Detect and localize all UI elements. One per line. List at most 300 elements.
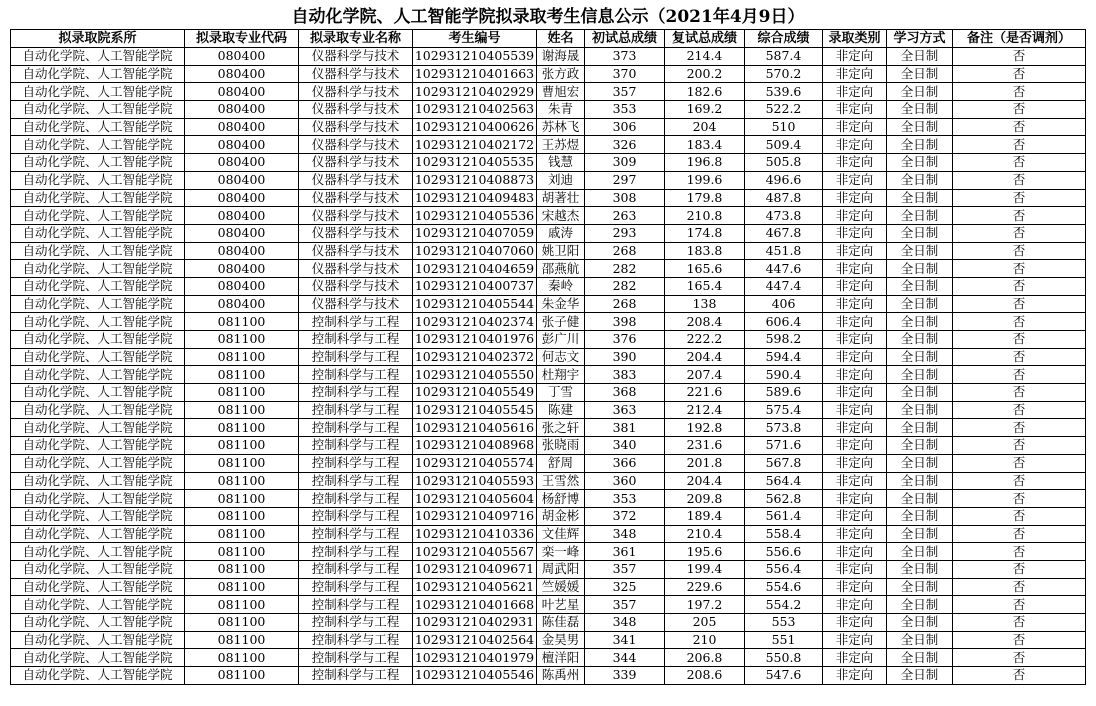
- major-code-cell: 081100: [185, 525, 299, 543]
- department-cell: 自动化学院、人工智能学院: [11, 384, 185, 402]
- study-mode-cell: 全日制: [887, 224, 953, 242]
- header-total-score: 综合成绩: [745, 30, 823, 48]
- retest-score-cell: 179.8: [665, 189, 745, 207]
- candidate-id-cell: 102931210405621: [413, 578, 537, 596]
- remark-cell: 否: [953, 224, 1086, 242]
- remark-cell: 否: [953, 507, 1086, 525]
- table-row: [11, 277, 1086, 295]
- remark-cell: 否: [953, 384, 1086, 402]
- candidate-id-cell: 102931210405544: [413, 295, 537, 313]
- name-cell: 刘迪: [537, 171, 585, 189]
- table-row: [11, 366, 1086, 384]
- major-name-cell: 控制科学与工程: [299, 560, 413, 578]
- retest-score-cell: 195.6: [665, 543, 745, 561]
- retest-score-cell: 210.8: [665, 207, 745, 225]
- initial-score-cell: 376: [585, 331, 665, 349]
- study-mode-cell: 全日制: [887, 189, 953, 207]
- major-name-cell: 仪器科学与技术: [299, 136, 413, 154]
- retest-score-cell: 196.8: [665, 154, 745, 172]
- initial-score-cell: 340: [585, 437, 665, 455]
- table-row: [11, 472, 1086, 490]
- name-cell: 叶艺星: [537, 596, 585, 614]
- major-code-cell: 081100: [185, 384, 299, 402]
- total-score-cell: 550.8: [745, 649, 823, 667]
- study-mode-cell: 全日制: [887, 472, 953, 490]
- name-cell: 文佳辉: [537, 525, 585, 543]
- admission-type-cell: 非定向: [823, 207, 887, 225]
- admission-type-cell: 非定向: [823, 437, 887, 455]
- initial-score-cell: 353: [585, 490, 665, 508]
- total-score-cell: 589.6: [745, 384, 823, 402]
- retest-score-cell: 229.6: [665, 578, 745, 596]
- table-row: [11, 490, 1086, 508]
- name-cell: 陈佳磊: [537, 614, 585, 632]
- table-row: [11, 631, 1086, 649]
- total-score-cell: 551: [745, 631, 823, 649]
- table-row: [11, 260, 1086, 278]
- major-name-cell: 控制科学与工程: [299, 313, 413, 331]
- table-body: [11, 48, 1086, 685]
- major-name-cell: 控制科学与工程: [299, 366, 413, 384]
- total-score-cell: 562.8: [745, 490, 823, 508]
- name-cell: 王雪然: [537, 472, 585, 490]
- name-cell: 栾一峰: [537, 543, 585, 561]
- admission-table: [10, 29, 1086, 685]
- total-score-cell: 564.4: [745, 472, 823, 490]
- total-score-cell: 606.4: [745, 313, 823, 331]
- department-cell: 自动化学院、人工智能学院: [11, 560, 185, 578]
- table-row: [11, 48, 1086, 66]
- major-name-cell: 控制科学与工程: [299, 472, 413, 490]
- candidate-id-cell: 102931210402929: [413, 83, 537, 101]
- table-row: [11, 596, 1086, 614]
- name-cell: 张子健: [537, 313, 585, 331]
- study-mode-cell: 全日制: [887, 242, 953, 260]
- department-cell: 自动化学院、人工智能学院: [11, 83, 185, 101]
- admission-type-cell: 非定向: [823, 224, 887, 242]
- initial-score-cell: 361: [585, 543, 665, 561]
- department-cell: 自动化学院、人工智能学院: [11, 313, 185, 331]
- total-score-cell: 509.4: [745, 136, 823, 154]
- department-cell: 自动化学院、人工智能学院: [11, 189, 185, 207]
- name-cell: 金昊男: [537, 631, 585, 649]
- table-row: [11, 189, 1086, 207]
- admission-type-cell: 非定向: [823, 614, 887, 632]
- major-name-cell: 控制科学与工程: [299, 649, 413, 667]
- table-row: [11, 667, 1086, 685]
- study-mode-cell: 全日制: [887, 48, 953, 66]
- total-score-cell: 447.4: [745, 277, 823, 295]
- total-score-cell: 451.8: [745, 242, 823, 260]
- total-score-cell: 406: [745, 295, 823, 313]
- department-cell: 自动化学院、人工智能学院: [11, 507, 185, 525]
- admission-type-cell: 非定向: [823, 366, 887, 384]
- initial-score-cell: 268: [585, 295, 665, 313]
- department-cell: 自动化学院、人工智能学院: [11, 348, 185, 366]
- candidate-id-cell: 102931210402563: [413, 101, 537, 119]
- candidate-id-cell: 102931210410336: [413, 525, 537, 543]
- remark-cell: 否: [953, 295, 1086, 313]
- major-code-cell: 081100: [185, 631, 299, 649]
- retest-score-cell: 201.8: [665, 454, 745, 472]
- major-name-cell: 仪器科学与技术: [299, 189, 413, 207]
- candidate-id-cell: 102931210401663: [413, 65, 537, 83]
- admission-type-cell: 非定向: [823, 384, 887, 402]
- initial-score-cell: 263: [585, 207, 665, 225]
- major-name-cell: 控制科学与工程: [299, 543, 413, 561]
- candidate-id-cell: 102931210405616: [413, 419, 537, 437]
- name-cell: 何志文: [537, 348, 585, 366]
- study-mode-cell: 全日制: [887, 631, 953, 649]
- total-score-cell: 522.2: [745, 101, 823, 119]
- major-name-cell: 控制科学与工程: [299, 667, 413, 685]
- header-retest-score: 复试总成绩: [665, 30, 745, 48]
- candidate-id-cell: 102931210405604: [413, 490, 537, 508]
- major-code-cell: 081100: [185, 401, 299, 419]
- major-code-cell: 081100: [185, 366, 299, 384]
- candidate-id-cell: 102931210405574: [413, 454, 537, 472]
- initial-score-cell: 373: [585, 48, 665, 66]
- candidate-id-cell: 102931210405593: [413, 472, 537, 490]
- name-cell: 曹旭宏: [537, 83, 585, 101]
- total-score-cell: 575.4: [745, 401, 823, 419]
- major-name-cell: 仪器科学与技术: [299, 242, 413, 260]
- major-code-cell: 081100: [185, 667, 299, 685]
- department-cell: 自动化学院、人工智能学院: [11, 614, 185, 632]
- total-score-cell: 594.4: [745, 348, 823, 366]
- candidate-id-cell: 102931210405536: [413, 207, 537, 225]
- retest-score-cell: 207.4: [665, 366, 745, 384]
- remark-cell: 否: [953, 490, 1086, 508]
- table-row: [11, 207, 1086, 225]
- table-row: [11, 614, 1086, 632]
- admission-type-cell: 非定向: [823, 260, 887, 278]
- major-name-cell: 控制科学与工程: [299, 454, 413, 472]
- total-score-cell: 571.6: [745, 437, 823, 455]
- candidate-id-cell: 102931210405546: [413, 667, 537, 685]
- retest-score-cell: 204.4: [665, 472, 745, 490]
- major-name-cell: 控制科学与工程: [299, 578, 413, 596]
- name-cell: 彭广川: [537, 331, 585, 349]
- name-cell: 丁雪: [537, 384, 585, 402]
- candidate-id-cell: 102931210409716: [413, 507, 537, 525]
- candidate-id-cell: 102931210405539: [413, 48, 537, 66]
- table-row: [11, 401, 1086, 419]
- remark-cell: 否: [953, 649, 1086, 667]
- table-row: [11, 525, 1086, 543]
- department-cell: 自动化学院、人工智能学院: [11, 101, 185, 119]
- remark-cell: 否: [953, 348, 1086, 366]
- admission-type-cell: 非定向: [823, 454, 887, 472]
- table-row: [11, 348, 1086, 366]
- remark-cell: 否: [953, 313, 1086, 331]
- department-cell: 自动化学院、人工智能学院: [11, 224, 185, 242]
- candidate-id-cell: 102931210401976: [413, 331, 537, 349]
- major-name-cell: 控制科学与工程: [299, 631, 413, 649]
- table-row: [11, 578, 1086, 596]
- major-name-cell: 控制科学与工程: [299, 490, 413, 508]
- initial-score-cell: 297: [585, 171, 665, 189]
- name-cell: 周武阳: [537, 560, 585, 578]
- remark-cell: 否: [953, 437, 1086, 455]
- table-row: [11, 136, 1086, 154]
- table-row: [11, 83, 1086, 101]
- name-cell: 张晓雨: [537, 437, 585, 455]
- remark-cell: 否: [953, 578, 1086, 596]
- admission-type-cell: 非定向: [823, 543, 887, 561]
- table-row: [11, 384, 1086, 402]
- candidate-id-cell: 102931210405550: [413, 366, 537, 384]
- remark-cell: 否: [953, 118, 1086, 136]
- candidate-id-cell: 102931210407059: [413, 224, 537, 242]
- total-score-cell: 558.4: [745, 525, 823, 543]
- table-row: [11, 419, 1086, 437]
- study-mode-cell: 全日制: [887, 614, 953, 632]
- initial-score-cell: 363: [585, 401, 665, 419]
- remark-cell: 否: [953, 543, 1086, 561]
- name-cell: 邵燕航: [537, 260, 585, 278]
- candidate-id-cell: 102931210402372: [413, 348, 537, 366]
- admission-type-cell: 非定向: [823, 295, 887, 313]
- retest-score-cell: 210.4: [665, 525, 745, 543]
- remark-cell: 否: [953, 65, 1086, 83]
- remark-cell: 否: [953, 631, 1086, 649]
- initial-score-cell: 360: [585, 472, 665, 490]
- total-score-cell: 447.6: [745, 260, 823, 278]
- header-major-code: 拟录取专业代码: [185, 30, 299, 48]
- remark-cell: 否: [953, 189, 1086, 207]
- candidate-id-cell: 102931210405567: [413, 543, 537, 561]
- major-name-cell: 仪器科学与技术: [299, 260, 413, 278]
- table-row: [11, 65, 1086, 83]
- major-code-cell: 081100: [185, 649, 299, 667]
- initial-score-cell: 293: [585, 224, 665, 242]
- study-mode-cell: 全日制: [887, 154, 953, 172]
- study-mode-cell: 全日制: [887, 507, 953, 525]
- candidate-id-cell: 102931210404659: [413, 260, 537, 278]
- header-candidate-id: 考生编号: [413, 30, 537, 48]
- retest-score-cell: 169.2: [665, 101, 745, 119]
- remark-cell: 否: [953, 667, 1086, 685]
- name-cell: 檀洋阳: [537, 649, 585, 667]
- name-cell: 戚涛: [537, 224, 585, 242]
- major-code-cell: 080400: [185, 171, 299, 189]
- table-row: [11, 560, 1086, 578]
- remark-cell: 否: [953, 401, 1086, 419]
- table-row: [11, 295, 1086, 313]
- department-cell: 自动化学院、人工智能学院: [11, 543, 185, 561]
- header-initial-score: 初试总成绩: [585, 30, 665, 48]
- total-score-cell: 561.4: [745, 507, 823, 525]
- admission-type-cell: 非定向: [823, 189, 887, 207]
- remark-cell: 否: [953, 560, 1086, 578]
- department-cell: 自动化学院、人工智能学院: [11, 136, 185, 154]
- major-code-cell: 080400: [185, 65, 299, 83]
- retest-score-cell: 214.4: [665, 48, 745, 66]
- remark-cell: 否: [953, 614, 1086, 632]
- remark-cell: 否: [953, 48, 1086, 66]
- header-admission-type: 录取类别: [823, 30, 887, 48]
- candidate-id-cell: 102931210402374: [413, 313, 537, 331]
- remark-cell: 否: [953, 472, 1086, 490]
- admission-type-cell: 非定向: [823, 419, 887, 437]
- study-mode-cell: 全日制: [887, 118, 953, 136]
- major-name-cell: 仪器科学与技术: [299, 118, 413, 136]
- study-mode-cell: 全日制: [887, 649, 953, 667]
- initial-score-cell: 357: [585, 83, 665, 101]
- major-code-cell: 080400: [185, 101, 299, 119]
- admission-type-cell: 非定向: [823, 649, 887, 667]
- major-code-cell: 080400: [185, 260, 299, 278]
- study-mode-cell: 全日制: [887, 171, 953, 189]
- major-code-cell: 080400: [185, 277, 299, 295]
- study-mode-cell: 全日制: [887, 667, 953, 685]
- total-score-cell: 539.6: [745, 83, 823, 101]
- department-cell: 自动化学院、人工智能学院: [11, 65, 185, 83]
- retest-score-cell: 138: [665, 295, 745, 313]
- retest-score-cell: 182.6: [665, 83, 745, 101]
- major-code-cell: 081100: [185, 419, 299, 437]
- initial-score-cell: 325: [585, 578, 665, 596]
- header-name: 姓名: [537, 30, 585, 48]
- major-code-cell: 081100: [185, 437, 299, 455]
- major-name-cell: 仪器科学与技术: [299, 101, 413, 119]
- admission-type-cell: 非定向: [823, 242, 887, 260]
- study-mode-cell: 全日制: [887, 313, 953, 331]
- study-mode-cell: 全日制: [887, 401, 953, 419]
- department-cell: 自动化学院、人工智能学院: [11, 242, 185, 260]
- initial-score-cell: 357: [585, 560, 665, 578]
- major-code-cell: 080400: [185, 224, 299, 242]
- initial-score-cell: 348: [585, 614, 665, 632]
- department-cell: 自动化学院、人工智能学院: [11, 525, 185, 543]
- admission-type-cell: 非定向: [823, 136, 887, 154]
- major-name-cell: 控制科学与工程: [299, 348, 413, 366]
- major-name-cell: 控制科学与工程: [299, 401, 413, 419]
- candidate-id-cell: 102931210402931: [413, 614, 537, 632]
- table-row: [11, 454, 1086, 472]
- total-score-cell: 496.6: [745, 171, 823, 189]
- remark-cell: 否: [953, 242, 1086, 260]
- department-cell: 自动化学院、人工智能学院: [11, 631, 185, 649]
- department-cell: 自动化学院、人工智能学院: [11, 295, 185, 313]
- name-cell: 张之轩: [537, 419, 585, 437]
- table-row: [11, 331, 1086, 349]
- study-mode-cell: 全日制: [887, 348, 953, 366]
- admission-type-cell: 非定向: [823, 313, 887, 331]
- major-code-cell: 081100: [185, 543, 299, 561]
- initial-score-cell: 306: [585, 118, 665, 136]
- major-code-cell: 081100: [185, 560, 299, 578]
- department-cell: 自动化学院、人工智能学院: [11, 260, 185, 278]
- major-code-cell: 080400: [185, 242, 299, 260]
- major-name-cell: 控制科学与工程: [299, 419, 413, 437]
- retest-score-cell: 165.6: [665, 260, 745, 278]
- admission-type-cell: 非定向: [823, 171, 887, 189]
- name-cell: 朱金华: [537, 295, 585, 313]
- major-name-cell: 控制科学与工程: [299, 384, 413, 402]
- name-cell: 杜翔宇: [537, 366, 585, 384]
- admission-type-cell: 非定向: [823, 83, 887, 101]
- total-score-cell: 590.4: [745, 366, 823, 384]
- admission-type-cell: 非定向: [823, 331, 887, 349]
- table-row: [11, 649, 1086, 667]
- initial-score-cell: 348: [585, 525, 665, 543]
- department-cell: 自动化学院、人工智能学院: [11, 207, 185, 225]
- remark-cell: 否: [953, 154, 1086, 172]
- name-cell: 谢海晟: [537, 48, 585, 66]
- department-cell: 自动化学院、人工智能学院: [11, 48, 185, 66]
- table-row: [11, 242, 1086, 260]
- major-name-cell: 控制科学与工程: [299, 437, 413, 455]
- retest-score-cell: 205: [665, 614, 745, 632]
- remark-cell: 否: [953, 596, 1086, 614]
- remark-cell: 否: [953, 260, 1086, 278]
- total-score-cell: 553: [745, 614, 823, 632]
- retest-score-cell: 183.8: [665, 242, 745, 260]
- major-code-cell: 081100: [185, 348, 299, 366]
- major-code-cell: 080400: [185, 207, 299, 225]
- candidate-id-cell: 102931210402564: [413, 631, 537, 649]
- header-study-mode: 学习方式: [887, 30, 953, 48]
- retest-score-cell: 204: [665, 118, 745, 136]
- header-remark: 备注（是否调剂）: [953, 30, 1086, 48]
- retest-score-cell: 174.8: [665, 224, 745, 242]
- study-mode-cell: 全日制: [887, 454, 953, 472]
- study-mode-cell: 全日制: [887, 578, 953, 596]
- department-cell: 自动化学院、人工智能学院: [11, 454, 185, 472]
- initial-score-cell: 390: [585, 348, 665, 366]
- department-cell: 自动化学院、人工智能学院: [11, 366, 185, 384]
- admission-type-cell: 非定向: [823, 507, 887, 525]
- table-row: [11, 507, 1086, 525]
- initial-score-cell: 370: [585, 65, 665, 83]
- initial-score-cell: 309: [585, 154, 665, 172]
- major-name-cell: 控制科学与工程: [299, 507, 413, 525]
- remark-cell: 否: [953, 83, 1086, 101]
- study-mode-cell: 全日制: [887, 596, 953, 614]
- initial-score-cell: 372: [585, 507, 665, 525]
- major-code-cell: 081100: [185, 507, 299, 525]
- department-cell: 自动化学院、人工智能学院: [11, 171, 185, 189]
- header-department: 拟录取院系所: [11, 30, 185, 48]
- retest-score-cell: 212.4: [665, 401, 745, 419]
- department-cell: 自动化学院、人工智能学院: [11, 277, 185, 295]
- retest-score-cell: 189.4: [665, 507, 745, 525]
- total-score-cell: 554.6: [745, 578, 823, 596]
- study-mode-cell: 全日制: [887, 101, 953, 119]
- name-cell: 胡著壮: [537, 189, 585, 207]
- table-row: [11, 171, 1086, 189]
- department-cell: 自动化学院、人工智能学院: [11, 649, 185, 667]
- name-cell: 竺媛媛: [537, 578, 585, 596]
- admission-type-cell: 非定向: [823, 596, 887, 614]
- initial-score-cell: 383: [585, 366, 665, 384]
- study-mode-cell: 全日制: [887, 490, 953, 508]
- candidate-id-cell: 102931210405535: [413, 154, 537, 172]
- remark-cell: 否: [953, 331, 1086, 349]
- retest-score-cell: 208.6: [665, 667, 745, 685]
- study-mode-cell: 全日制: [887, 384, 953, 402]
- study-mode-cell: 全日制: [887, 366, 953, 384]
- candidate-id-cell: 102931210405545: [413, 401, 537, 419]
- major-code-cell: 081100: [185, 472, 299, 490]
- name-cell: 陈禹州: [537, 667, 585, 685]
- study-mode-cell: 全日制: [887, 83, 953, 101]
- admission-type-cell: 非定向: [823, 490, 887, 508]
- total-score-cell: 487.8: [745, 189, 823, 207]
- remark-cell: 否: [953, 277, 1086, 295]
